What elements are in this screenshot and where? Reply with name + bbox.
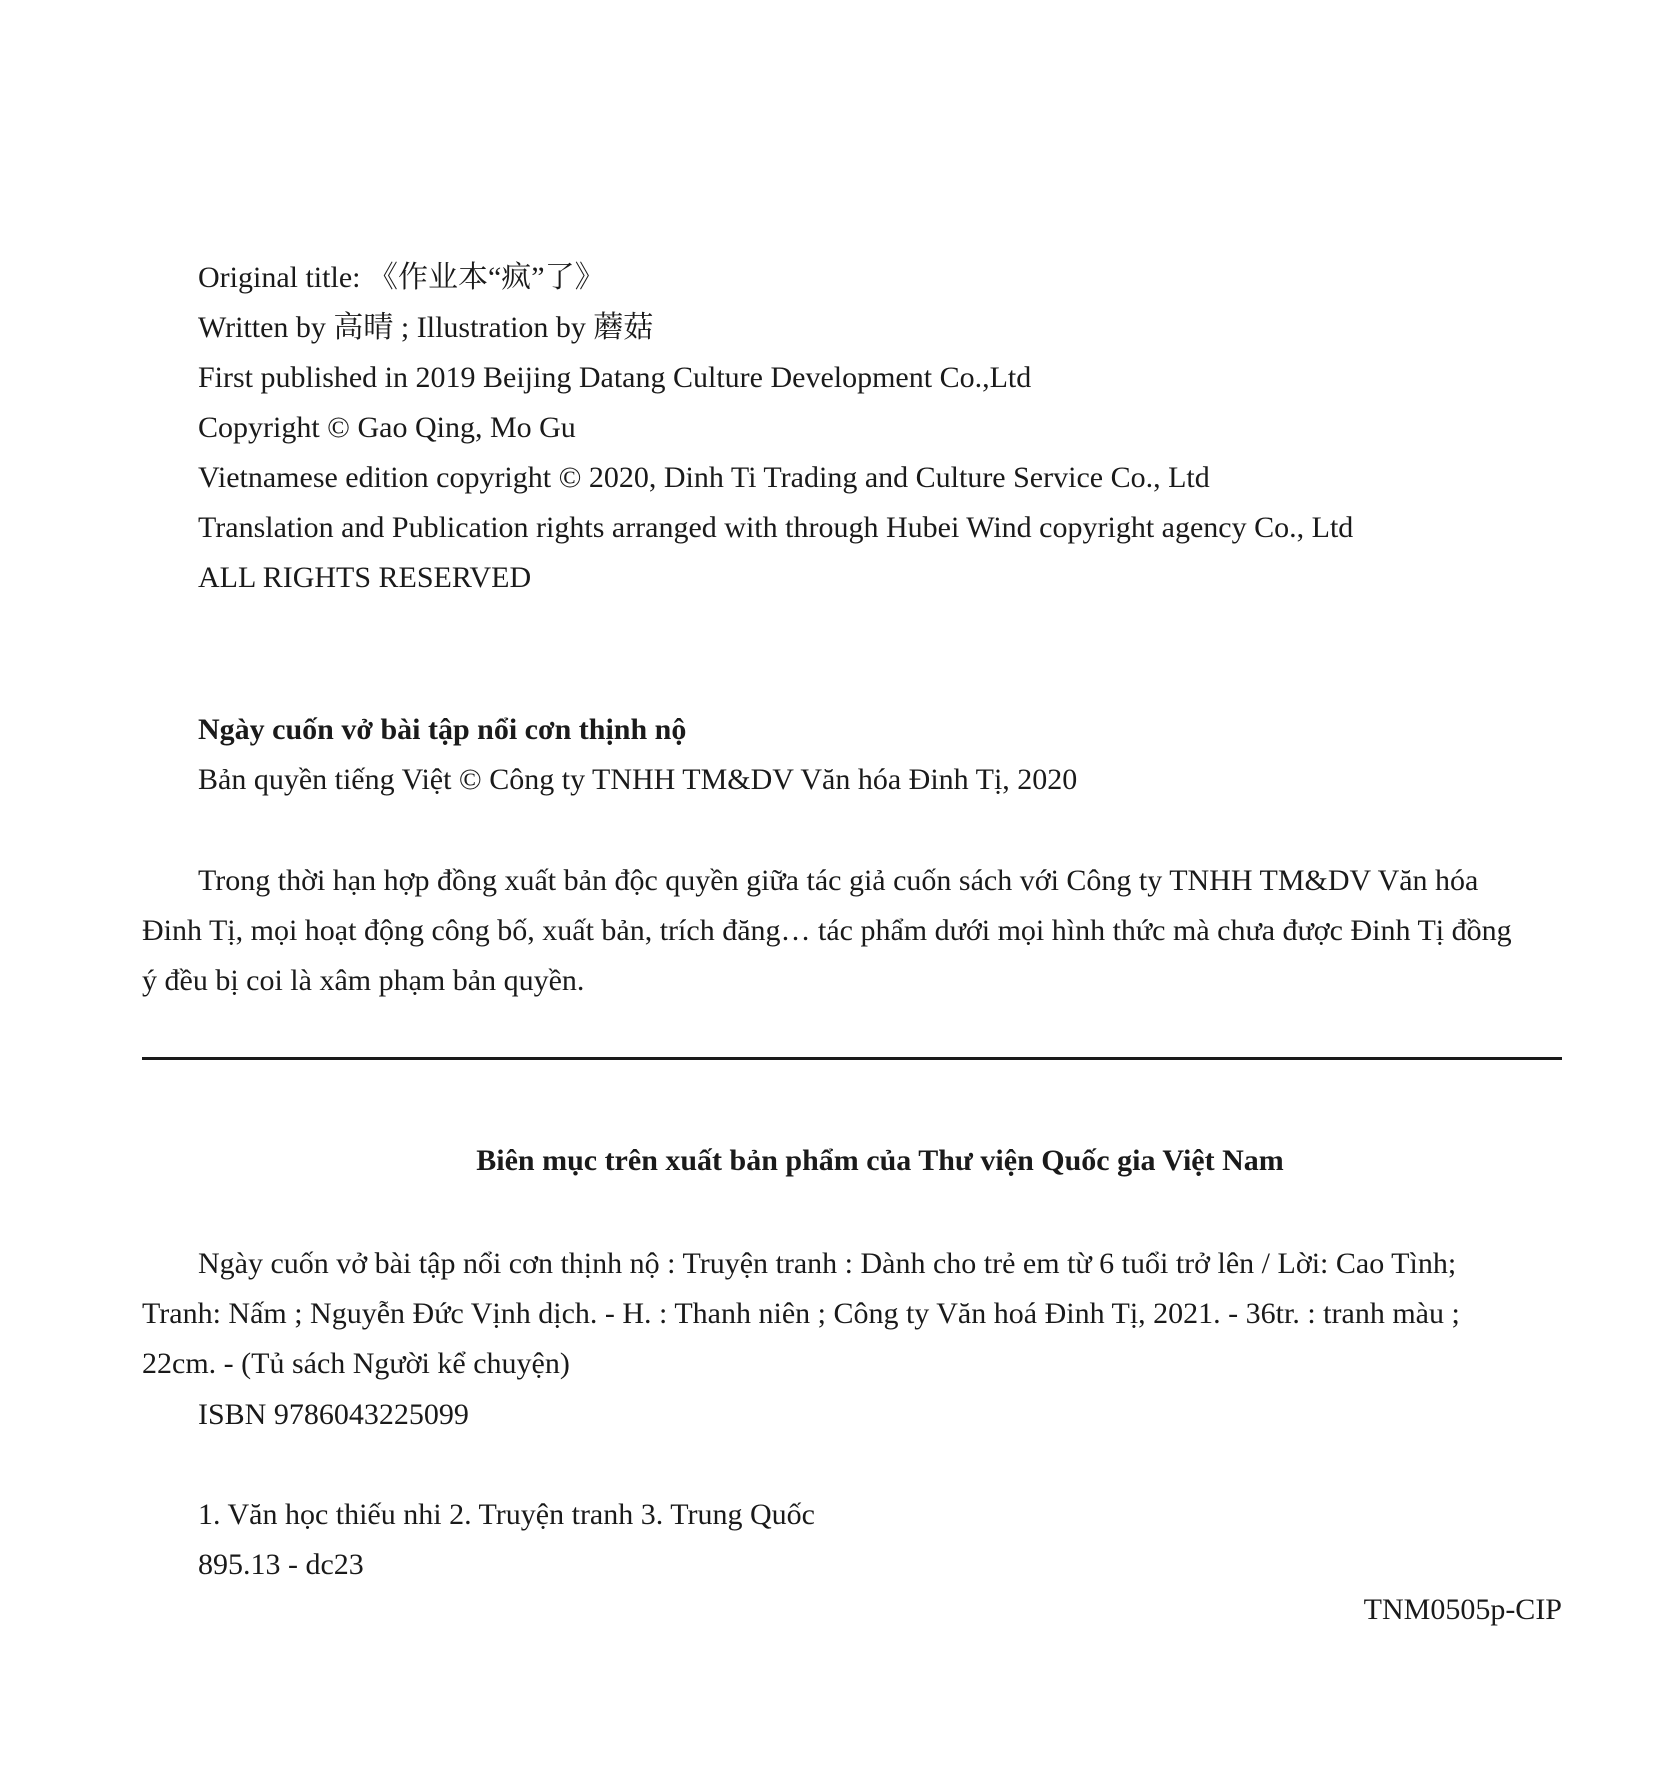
cip-record-id: TNM0505p-CIP <box>1363 1593 1562 1626</box>
cip-subjects: 1. Văn học thiếu nhi 2. Truyện tranh 3. Trung Quốc <box>198 1498 815 1531</box>
cip-description-paragraph: Ngày cuốn vở bài tập nổi cơn thịnh nộ : Truyện tranh : Dành cho trẻ em từ 6 tuổi trở lên / Lời: Cao Tình; Tranh: Nấm ; Nguyễn Đức Vịnh dịch. - H. : Thanh niên ; Công ty Văn hoá Đinh Tị, 2021. - 36tr. : tranh màu ; 22cm. - (Tủ sách Người kể chuyện) <box>142 1247 1460 1380</box>
section-divider <box>142 1057 1562 1060</box>
copyright-line-rights-reserved: ALL RIGHTS RESERVED <box>198 561 532 594</box>
copyright-notice-paragraph: Trong thời hạn hợp đồng xuất bản độc quyền giữa tác giả cuốn sách với Công ty TNHH TM&DV Văn hóa Đinh Tị, mọi hoạt động công bố, xuất bản, trích đăng… tác phẩm dưới mọi hình thức mà chưa được Đinh Tị đồng ý đều bị coi là xâm phạm bản quyền. <box>142 864 1512 997</box>
cip-classification: 895.13 - dc23 <box>198 1548 364 1581</box>
vietnamese-book-title: Ngày cuốn vở bài tập nổi cơn thịnh nộ <box>198 713 687 746</box>
cip-isbn: ISBN 9786043225099 <box>198 1398 469 1431</box>
cip-heading: Biên mục trên xuất bản phẩm của Thư viện Quốc gia Việt Nam <box>476 1144 1284 1177</box>
copyright-line-copyright: Copyright © Gao Qing, Mo Gu <box>198 411 576 444</box>
copyright-line-original-title: Original title: 《作业本“疯”了》 <box>198 261 605 294</box>
vietnamese-copyright: Bản quyền tiếng Việt © Công ty TNHH TM&DV Văn hóa Đinh Tị, 2020 <box>198 763 1078 796</box>
copyright-line-authors: Written by 高晴 ; Illustration by 蘑菇 <box>198 311 654 344</box>
copyright-line-first-published: First published in 2019 Beijing Datang Culture Development Co.,Ltd <box>198 361 1032 394</box>
copyright-line-translation-rights: Translation and Publication rights arranged with through Hubei Wind copyright agency Co., Ltd <box>198 511 1354 544</box>
copyright-line-vietnamese-edition: Vietnamese edition copyright © 2020, Dinh Ti Trading and Culture Service Co., Ltd <box>198 461 1210 494</box>
